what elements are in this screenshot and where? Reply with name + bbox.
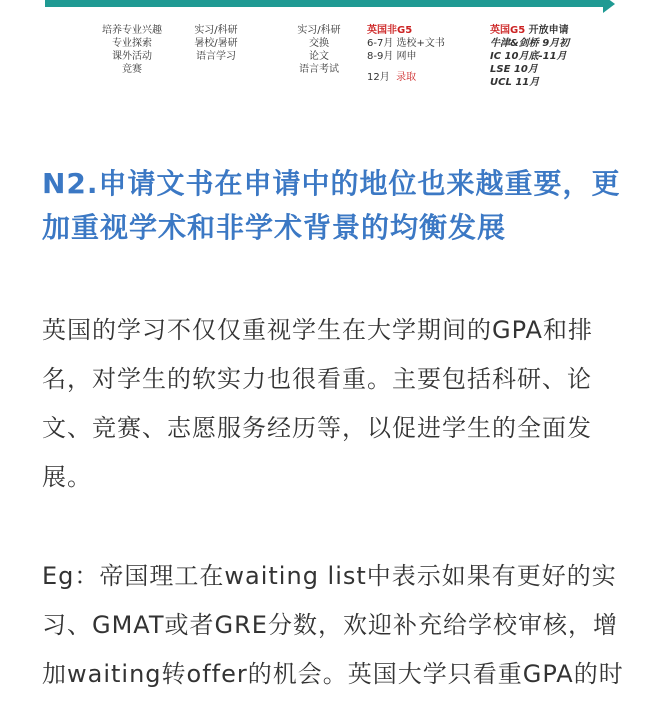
- admission-month: 12月: [367, 72, 390, 83]
- heading-line: 加重视学术和非学术背景的均衡发展: [42, 211, 507, 244]
- section-heading: [42, 162, 632, 250]
- stage-item: 培养专业兴趣: [102, 25, 162, 36]
- timeline-stage-3: [285, 24, 353, 76]
- admission-label: 录取: [396, 72, 417, 83]
- timeline-stage-uk-non-g5: [367, 24, 445, 84]
- paragraph-line: 名，对学生的软实力也很看重。主要包括科研、论: [42, 365, 592, 393]
- heading-line: N2.申请文书在申请中的地位也来越重要，更: [42, 167, 621, 200]
- paragraph-line: Eg：帝国理工在waiting list中表示如果有更好的实: [42, 562, 617, 590]
- stage-item: 专业探索: [112, 38, 152, 49]
- timeline-graphic: [0, 0, 665, 100]
- stage-item-admission: [367, 71, 445, 84]
- paragraph-line: 加waiting转offer的机会。英国大学只看重GPA的时: [42, 660, 624, 688]
- stage-title-prefix: 英国G5: [490, 25, 526, 36]
- paragraph-line: 文、竞赛、志愿服务经历等，以促进学生的全面发: [42, 414, 592, 442]
- stage-item: 实习/科研: [297, 25, 341, 36]
- stage-item: IC 10月底-11月: [490, 51, 567, 62]
- stage-item: 暑校/暑研: [194, 38, 238, 49]
- paragraph-line: 习、GMAT或者GRE分数，欢迎补充给学校审核，增: [42, 611, 618, 639]
- timeline-bar: [45, 0, 605, 7]
- stage-item: 课外活动: [112, 51, 152, 62]
- stage-item: 6-7月 选校+文书: [367, 38, 445, 49]
- paragraph-line: 展。: [42, 463, 92, 491]
- stage-item: 语言考试: [299, 64, 339, 75]
- stage-item: LSE 10月: [490, 64, 538, 75]
- stage-item: UCL 11月: [490, 77, 540, 88]
- stage-item: 牛津&剑桥 9月初: [490, 38, 570, 49]
- stage-title: 英国非G5: [367, 25, 413, 36]
- arrow-right-icon: [603, 0, 615, 13]
- paragraph-soft-skills: [42, 306, 632, 502]
- stage-item: 论文: [309, 51, 329, 62]
- stage-title-suffix: 开放申请: [528, 25, 569, 36]
- stage-item: 语言学习: [196, 51, 236, 62]
- timeline-stage-uk-g5: [490, 24, 569, 89]
- stage-item: 竞赛: [122, 64, 142, 75]
- paragraph-example: [42, 552, 632, 699]
- stage-item: 8-9月 网申: [367, 51, 417, 62]
- stage-title: [490, 24, 569, 37]
- stage-item: 交换: [309, 38, 329, 49]
- timeline-stage-2: [176, 24, 256, 63]
- timeline-stage-1: [86, 24, 178, 76]
- stage-item: 实习/科研: [194, 25, 238, 36]
- paragraph-line: 英国的学习不仅仅重视学生在大学期间的GPA和排: [42, 316, 593, 344]
